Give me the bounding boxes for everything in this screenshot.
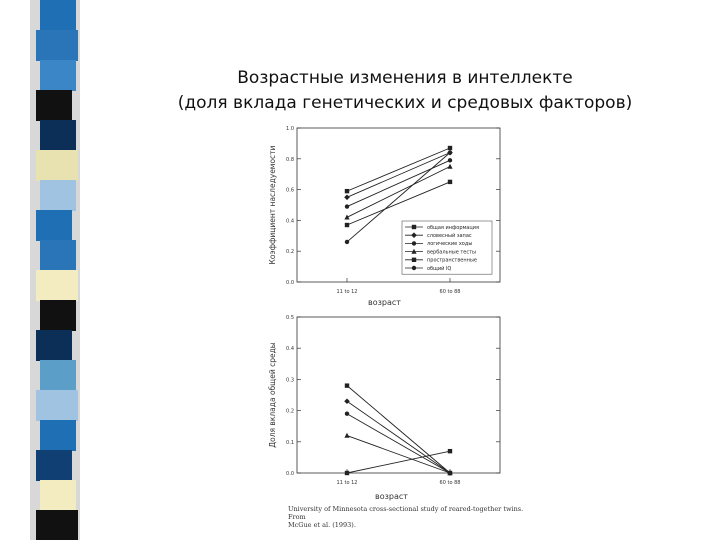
legend-label: общая информация [427, 224, 480, 231]
y-tick-label: 1.0 [286, 126, 294, 132]
y-tick-label: 0.2 [286, 408, 294, 415]
y-tick-label: 0.0 [286, 280, 294, 286]
legend-label: вербальные тесты [427, 249, 476, 256]
y-tick-label: 0.6 [286, 187, 294, 194]
series-line [347, 414, 450, 473]
y-tick-label: 0.5 [286, 315, 294, 321]
data-point [345, 412, 349, 416]
legend-label: логические ходы [427, 241, 473, 248]
x-tick-label: 11 to 12 [336, 480, 358, 486]
source-caption [288, 505, 528, 529]
x-axis-label: возраст [375, 492, 408, 501]
legend-label: словесный запас [427, 233, 472, 239]
y-axis-label: Коэффициент наследуемости [268, 145, 277, 265]
data-point [345, 383, 349, 387]
x-tick-label: 60 to 88 [439, 480, 461, 486]
y-tick-label: 0.4 [286, 218, 294, 225]
y-tick-label: 0.1 [286, 439, 294, 446]
title-line-2: (доля вклада генетических и средовых факторов) [177, 93, 633, 113]
x-tick-label: 11 to 12 [336, 289, 358, 295]
plot-frame [297, 317, 500, 473]
x-axis-label: возраст [368, 298, 401, 307]
series-line [347, 386, 450, 473]
data-point [448, 449, 452, 453]
y-tick-label: 0.0 [286, 471, 294, 477]
y-tick-label: 0.2 [286, 249, 294, 256]
legend-label: пространственные [427, 257, 477, 264]
data-point [345, 471, 349, 475]
x-tick-label: 60 to 88 [439, 289, 461, 295]
y-axis-label: Доля вклада общей среды [268, 342, 277, 448]
source-line-1: University of Minnesota cross-sectional study of reared-together twins. From [288, 505, 524, 521]
data-point [344, 433, 349, 438]
data-point [344, 398, 350, 404]
y-tick-label: 0.3 [286, 377, 294, 384]
title-line-1: Возрастные изменения в интеллекте [237, 68, 573, 88]
legend-label: общий IQ [427, 265, 452, 272]
y-tick-label: 0.8 [286, 156, 294, 163]
source-line-2: McGue et al. (1993). [288, 521, 356, 529]
y-tick-label: 0.4 [286, 346, 294, 353]
